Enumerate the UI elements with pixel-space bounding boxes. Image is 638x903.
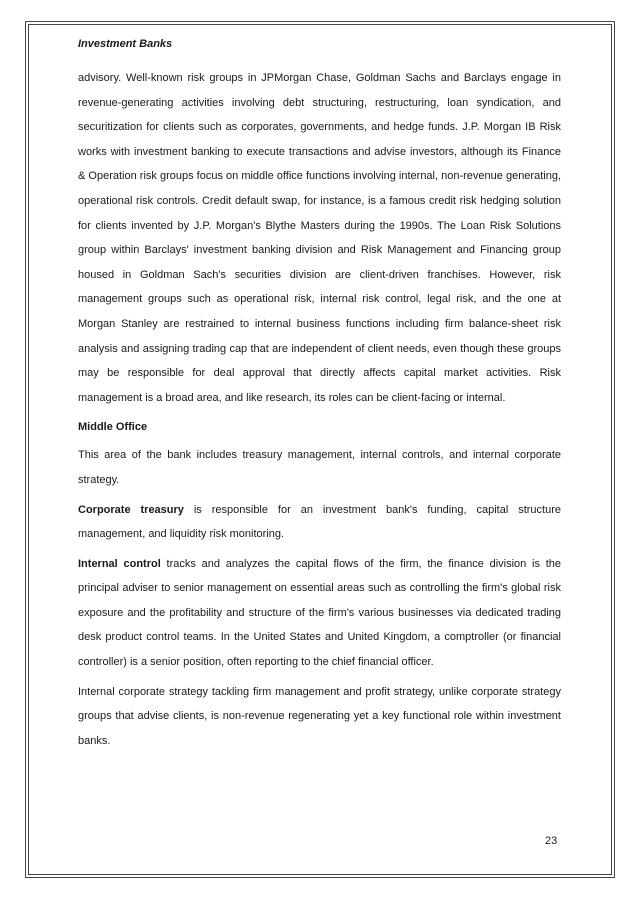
internal-control-term: Internal control (78, 557, 161, 570)
corporate-treasury-term: Corporate treasury (78, 503, 184, 516)
middle-office-heading: Middle Office (78, 421, 148, 434)
paragraph-corporate-treasury (78, 498, 561, 547)
paragraph-internal-control (78, 552, 561, 675)
page-number: 23 (545, 835, 558, 847)
corporate-treasury-text: is responsible for an investment bank's funding, capital structure management, and liquidity risk monitoring. (78, 503, 561, 541)
document-body (78, 66, 561, 758)
header-title: Investment Banks (78, 38, 173, 50)
paragraph-middle-office: This area of the bank includes treasury management, internal controls, and internal corporate strategy. (78, 449, 561, 486)
paragraph-risk-management: advisory. Well-known risk groups in JPMorgan Chase, Goldman Sachs and Barclays engage in revenue-generating activities involving debt structuring, restructuring, loan syndication, and securitization for clients such as corporates, governments, and hedge funds. J.P. Morgan IB Risk works with investment banking to execute transactions and advise investors, although its Finance & Operation risk groups focus on middle office functions involving internal, non-revenue generating, operational risk controls. Credit default swap, for instance, is a famous credit risk hedging solution for clients invented by J.P. Morgan's Blythe Masters during the 1990s. The Loan Risk Solutions group within Barclays' investment banking division and Risk Management and Financing group housed in Goldman Sach's securities division are client-driven franchises. However, risk management groups such as operational risk, internal risk control, legal risk, and the one at Morgan Stanley are restrained to internal business functions including firm balance-sheet risk analysis and assigning trading cap that are independent of client needs, even though these groups may be responsible for deal approval that directly affects capital market activities. Risk management is a broad area, and like research, its roles can be client-facing or internal. (78, 72, 561, 404)
internal-control-text: tracks and analyzes the capital flows of the firm, the finance division is the principal adviser to senior management on essential areas such as controlling the firm's global risk exposure and the profitability and structure of the firm's various businesses via dedicated trading desk product control teams. In the United States and United Kingdom, a comptroller (or financial controller) is a senior position, often reporting to the chief financial officer. (78, 557, 562, 669)
paragraph-corporate-strategy: Internal corporate strategy tackling firm management and profit strategy, unlike corporate strategy groups that advise clients, is non-revenue regenerating yet a key functional role within investment banks. (78, 685, 561, 747)
